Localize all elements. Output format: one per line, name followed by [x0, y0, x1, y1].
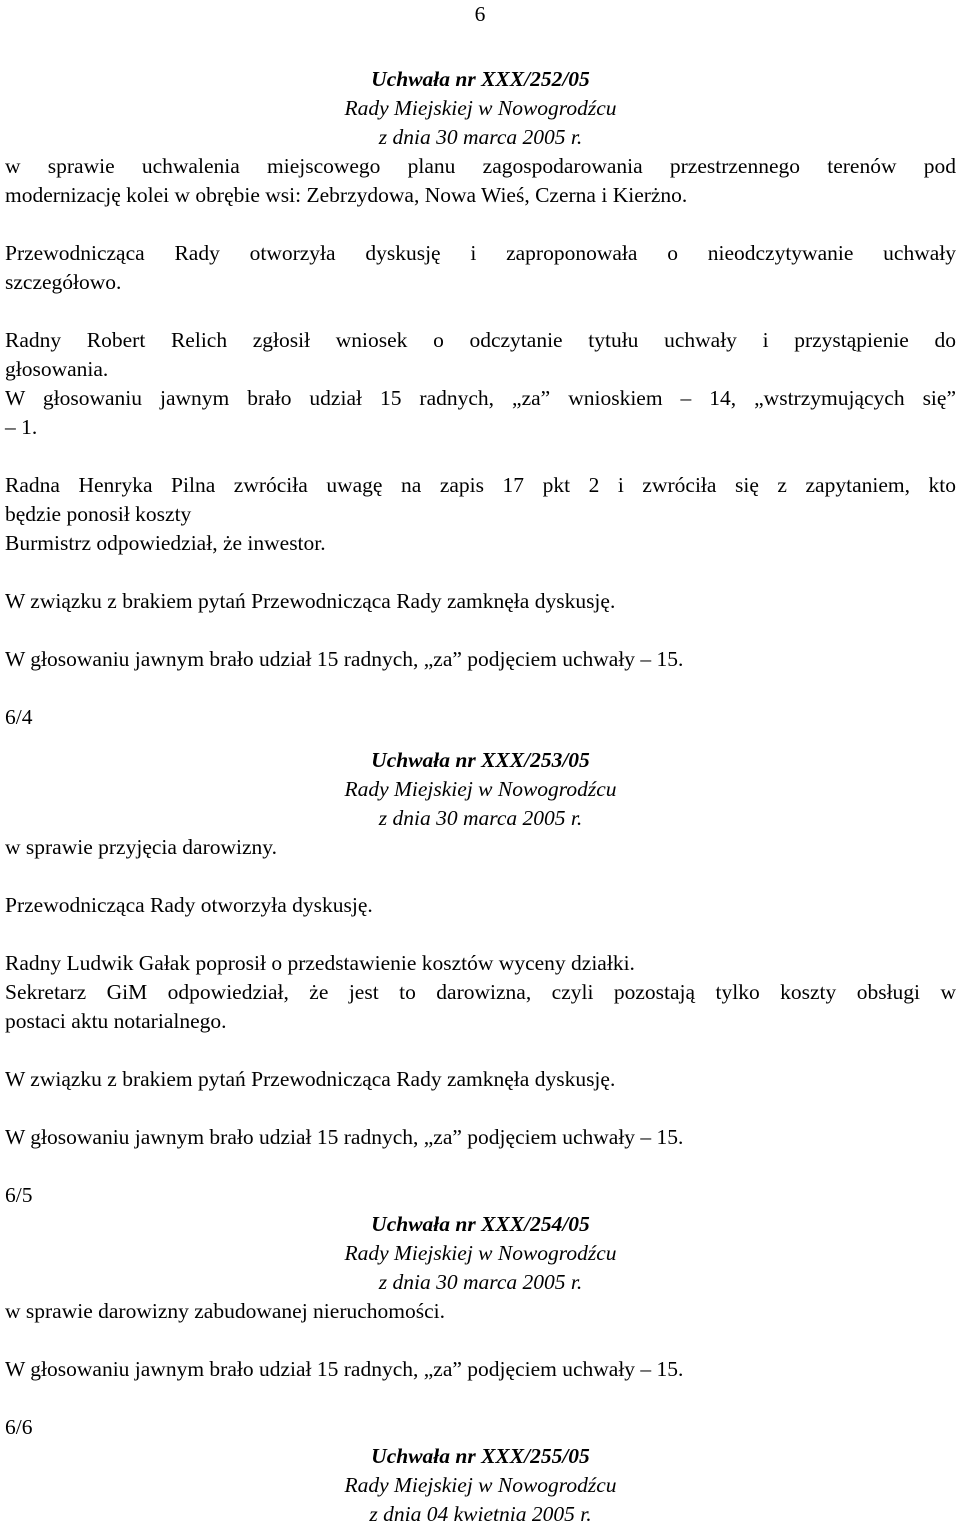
- resolution-title: Uchwała nr XXX/254/05: [371, 1212, 590, 1236]
- motion-text-cont: głosowania.: [5, 357, 109, 381]
- closing-text: W związku z brakiem pytań Przewodnicząca Rady zamknęła dyskusję.: [5, 589, 616, 613]
- resolution-date: z dnia 30 marca 2005 r.: [378, 125, 583, 149]
- resolution-body: Rady Miejskiej w Nowogrodźcu: [344, 1241, 617, 1265]
- resolution-title: Uchwała nr XXX/253/05: [371, 748, 590, 772]
- motion-text: Radny Robert Relich zgłosił wniosek o odczytanie tytułu uchwały i przystąpienie do: [5, 328, 956, 352]
- motion-vote-text-cont: – 1.: [5, 415, 38, 439]
- section-number: 6/5: [5, 1183, 33, 1207]
- section-number: 6/6: [5, 1415, 33, 1439]
- document-body: [5, 65, 956, 1529]
- page-number: 6: [474, 2, 486, 26]
- question-text-cont: będzie ponosił koszty: [5, 502, 192, 526]
- resolution-date: z dnia 30 marca 2005 r.: [378, 806, 583, 830]
- vote-result: W głosowaniu jawnym brało udział 15 radnych, „za” podjęciem uchwały – 15.: [5, 647, 684, 671]
- discussion-text: Przewodnicząca Rady otworzyła dyskusję.: [5, 893, 373, 917]
- resolution-subject: w sprawie uchwalenia miejscowego planu zagospodarowania przestrzennego terenów pod: [5, 154, 956, 178]
- resolution-title: Uchwała nr XXX/255/05: [371, 1444, 590, 1468]
- resolution-heading: [5, 65, 956, 152]
- resolution-heading: [5, 746, 956, 833]
- discussion-text: Przewodnicząca Rady otworzyła dyskusję i zaproponowała o nieodczytywanie uchwały: [5, 241, 956, 265]
- resolution-heading: [5, 1442, 956, 1529]
- vote-result: W głosowaniu jawnym brało udział 15 radnych, „za” podjęciem uchwały – 15.: [5, 1125, 684, 1149]
- question-text: Radna Henryka Pilna zwróciła uwagę na zapis 17 pkt 2 i zwróciła się z zapytaniem, kto: [5, 473, 956, 497]
- resolution-body: Rady Miejskiej w Nowogrodźcu: [344, 1473, 617, 1497]
- question-text: Radny Ludwik Gałak poprosił o przedstawienie kosztów wyceny działki.: [5, 951, 635, 975]
- resolution-title: Uchwała nr XXX/252/05: [371, 67, 590, 91]
- answer-text: Burmistrz odpowiedział, że inwestor.: [5, 531, 326, 555]
- resolution-body: Rady Miejskiej w Nowogrodźcu: [344, 96, 617, 120]
- resolution-subject: w sprawie przyjęcia darowizny.: [5, 835, 278, 859]
- resolution-date: z dnia 04 kwietnia 2005 r.: [369, 1502, 592, 1526]
- resolution-subject: w sprawie darowizny zabudowanej nieruchomości.: [5, 1299, 446, 1323]
- vote-result: W głosowaniu jawnym brało udział 15 radnych, „za” podjęciem uchwały – 15.: [5, 1357, 684, 1381]
- resolution-body: Rady Miejskiej w Nowogrodźcu: [344, 777, 617, 801]
- resolution-date: z dnia 30 marca 2005 r.: [378, 1270, 583, 1294]
- section-number: 6/4: [5, 705, 33, 729]
- resolution-heading: [5, 1210, 956, 1297]
- answer-text-cont: postaci aktu notarialnego.: [5, 1009, 227, 1033]
- closing-text: W związku z brakiem pytań Przewodnicząca Rady zamknęła dyskusję.: [5, 1067, 616, 1091]
- answer-text: Sekretarz GiM odpowiedział, że jest to darowizna, czyli pozostają tylko koszty obsługi w: [5, 980, 956, 1004]
- discussion-text-cont: szczegółowo.: [5, 270, 122, 294]
- motion-vote-text: W głosowaniu jawnym brało udział 15 radnych, „za” wnioskiem – 14, „wstrzymujących się”: [5, 386, 956, 410]
- resolution-subject-cont: modernizację kolei w obrębie wsi: Zebrzydowa, Nowa Wieś, Czerna i Kierżno.: [5, 183, 688, 207]
